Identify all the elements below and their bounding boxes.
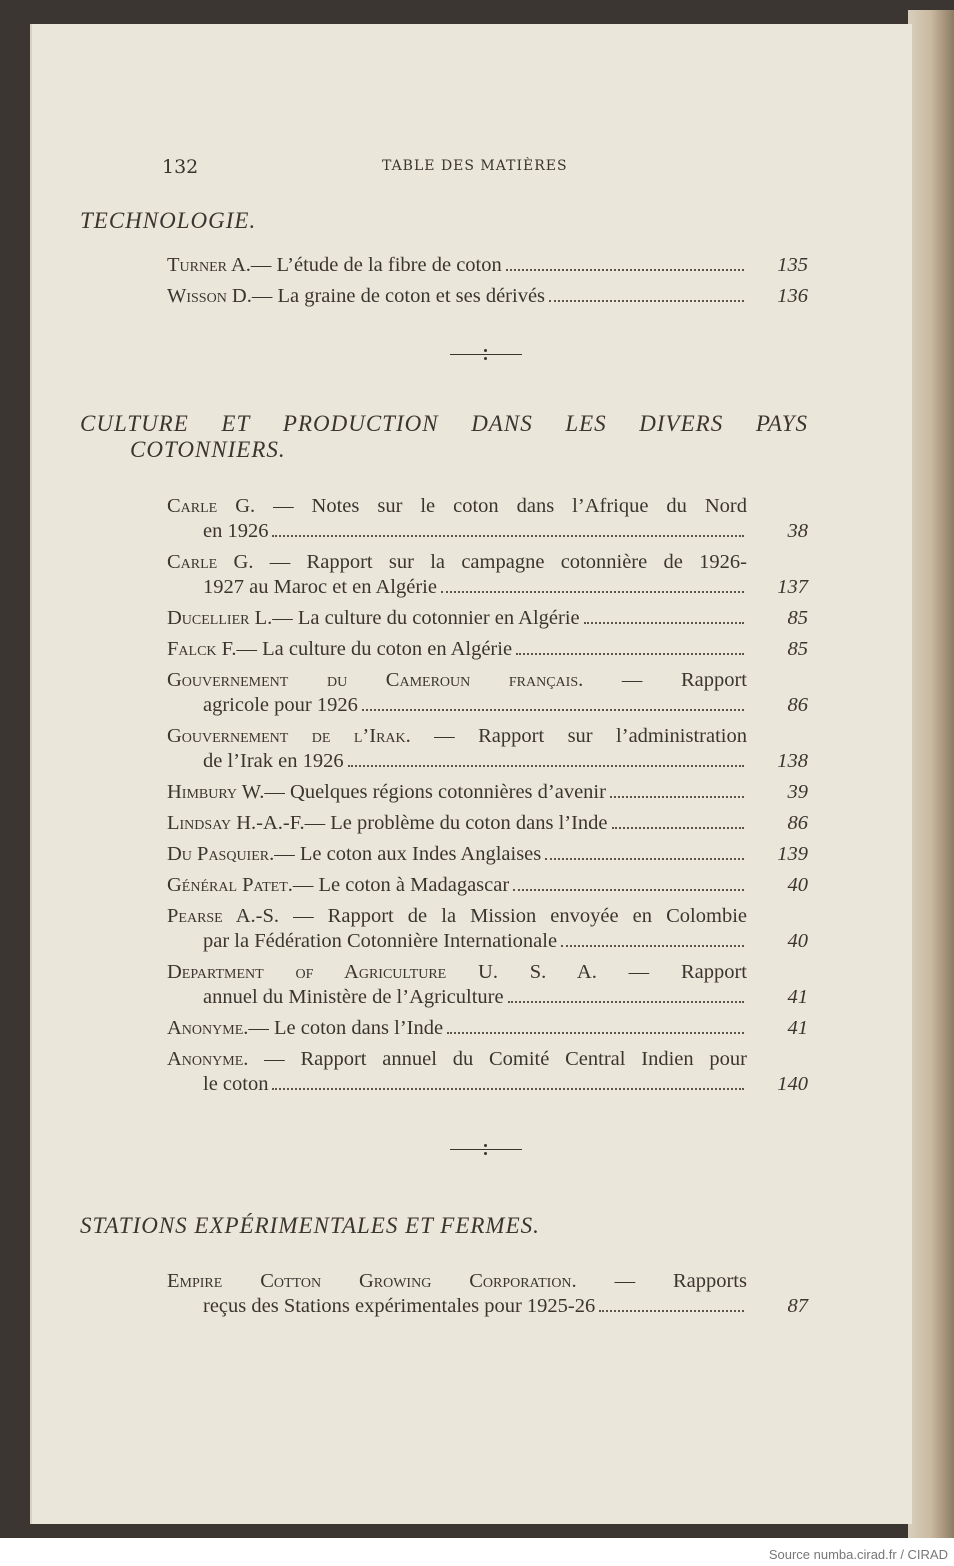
entry-line — [167, 638, 808, 663]
entry-author: Empire Cotton Growing Corporation. — [167, 1270, 577, 1292]
entry-author: Falck F. — [167, 638, 237, 660]
entry-line — [167, 607, 808, 632]
leader-dots — [599, 1310, 744, 1312]
toc-entry — [167, 669, 808, 719]
entry-author: Anonyme. — [167, 1017, 249, 1039]
leader-dots — [362, 709, 744, 711]
toc-entry — [167, 1270, 808, 1320]
entry-page: 138 — [777, 750, 808, 772]
entry-title-cont: agricole pour 1926 — [203, 694, 358, 716]
leader-dots — [513, 889, 744, 891]
entry-first-line — [167, 725, 747, 750]
entry-first-line — [167, 551, 747, 576]
heading-text: STATIONS EXPÉRIMENTALES ET FERMES. — [80, 1213, 540, 1238]
entry-title-cont: annuel du Ministère de l’Agriculture — [203, 986, 504, 1008]
entry-page: 139 — [777, 843, 808, 865]
entry-title: — Notes sur le coton dans l’Afrique du Nord — [255, 495, 748, 517]
entry-page: 39 — [787, 781, 808, 803]
entry-line — [167, 285, 808, 310]
section-divider — [450, 1149, 522, 1150]
toc-entry — [167, 1017, 808, 1042]
entry-author: Gouvernement de l’Irak. — [167, 725, 411, 747]
entry-author: Department of Agriculture U. S. A. — [167, 961, 597, 983]
entry-title: — La graine de coton et ses dérivés — [251, 285, 546, 307]
section-heading-culture — [80, 411, 808, 463]
entry-first-line — [167, 961, 747, 986]
entry-line — [167, 874, 808, 899]
toc-entry — [167, 495, 808, 545]
entry-page: 87 — [787, 1295, 808, 1317]
entry-title: — Le coton dans l’Inde — [248, 1017, 444, 1039]
entry-title-cont: 1927 au Maroc et en Algérie — [203, 576, 437, 598]
entry-author: Wisson D. — [167, 285, 252, 307]
entry-title-cont: de l’Irak en 1926 — [203, 750, 344, 772]
toc-entry — [167, 638, 808, 663]
entry-author: Carle G. — [167, 495, 256, 517]
entry-page: 85 — [787, 638, 808, 660]
entry-continuation — [167, 1295, 808, 1320]
entry-first-line — [167, 669, 747, 694]
heading-word: PAYS — [755, 411, 808, 436]
entry-page: 137 — [777, 576, 808, 598]
section-divider — [450, 354, 522, 355]
entry-author: Général Patet. — [167, 874, 293, 896]
source-credit: Source numba.cirad.fr / CIRAD — [768, 1547, 948, 1562]
leader-dots — [516, 653, 744, 655]
toc-entry — [167, 254, 808, 279]
entry-title: — Le coton à Madagascar — [292, 874, 510, 896]
entry-page: 40 — [787, 874, 808, 896]
entry-title: — Le coton aux Indes Anglaises — [274, 843, 542, 865]
entry-continuation — [167, 576, 808, 601]
entry-title: — Rapports — [576, 1270, 747, 1292]
entry-continuation — [167, 750, 808, 775]
entry-first-line — [167, 1270, 747, 1295]
entry-page: 41 — [787, 986, 808, 1008]
entry-title: — Le problème du coton dans l’Inde — [304, 812, 608, 834]
entry-page: 41 — [787, 1017, 808, 1039]
entry-author: Lindsay H.-A.-F. — [167, 812, 305, 834]
entry-title: — La culture du cotonnier en Algérie — [272, 607, 580, 629]
leader-dots — [272, 1088, 744, 1090]
entry-title: — La culture du coton en Algérie — [236, 638, 513, 660]
entry-author: Pearse A.-S. — [167, 905, 279, 927]
heading-word: LES — [565, 411, 607, 436]
entry-page: 38 — [787, 520, 808, 542]
entry-title: — Quelques régions cotonnières d’avenir — [264, 781, 606, 803]
toc-entry — [167, 961, 808, 1011]
entry-page: 86 — [787, 812, 808, 834]
entry-title: — Rapport sur la campagne cotonnière de 1926- — [253, 551, 747, 573]
entry-author: Himbury W. — [167, 781, 265, 803]
heading-text — [80, 411, 808, 437]
heading-word: PRODUCTION — [282, 411, 439, 436]
entry-title: — L’étude de la fibre de coton — [250, 254, 502, 276]
entry-title-cont: en 1926 — [203, 520, 269, 542]
leader-dots — [272, 535, 744, 537]
toc-entry — [167, 781, 808, 806]
entry-author: Carle G. — [167, 551, 254, 573]
toc-entry — [167, 725, 808, 775]
section-entries-stations — [167, 1270, 808, 1326]
leader-dots — [610, 796, 744, 798]
section-entries-technologie — [167, 254, 808, 316]
entry-page: 85 — [787, 607, 808, 629]
running-title: TABLE DES MATIÈRES — [382, 158, 568, 174]
entry-continuation — [167, 986, 808, 1011]
toc-entry — [167, 874, 808, 899]
entry-line — [167, 254, 808, 279]
entry-page: 86 — [787, 694, 808, 716]
entry-title-cont: par la Fédération Cotonnière Internationale — [203, 930, 558, 952]
entry-title-cont: le coton — [203, 1073, 269, 1095]
entry-page: 136 — [777, 285, 808, 307]
section-entries-culture — [167, 495, 808, 1104]
entry-author: Ducellier L. — [167, 607, 273, 629]
entry-line — [167, 781, 808, 806]
entry-first-line — [167, 495, 747, 520]
heading-text-line2: COTONNIERS. — [130, 437, 286, 462]
entry-author: Gouvernement du Cameroun français. — [167, 669, 584, 691]
entry-title: — Rapport sur l’administration — [410, 725, 747, 747]
toc-entry — [167, 905, 808, 955]
entry-title: — Rapport de la Mission envoyée en Colombie — [278, 905, 747, 927]
leader-dots — [561, 945, 744, 947]
entry-author: Anonyme. — [167, 1048, 249, 1070]
leader-dots — [441, 591, 744, 593]
entry-first-line — [167, 1048, 747, 1073]
entry-continuation — [167, 930, 808, 955]
toc-entry — [167, 285, 808, 310]
entry-title: — Rapport — [583, 669, 748, 691]
entry-title-cont: reçus des Stations expérimentales pour 1925-26 — [203, 1295, 596, 1317]
entry-page: 40 — [787, 930, 808, 952]
toc-entry — [167, 551, 808, 601]
section-heading-technologie — [80, 208, 256, 234]
leader-dots — [549, 300, 744, 302]
leader-dots — [545, 858, 744, 860]
heading-word: DIVERS — [639, 411, 724, 436]
leader-dots — [584, 622, 744, 624]
entry-continuation — [167, 1073, 808, 1098]
page-number: 132 — [162, 156, 199, 178]
toc-entry — [167, 1048, 808, 1098]
entry-title: — Rapport annuel du Comité Central Indien pour — [248, 1048, 747, 1070]
heading-word: CULTURE — [80, 411, 189, 436]
entry-author: Turner A. — [167, 254, 251, 276]
heading-word: DANS — [471, 411, 533, 436]
entry-page: 140 — [777, 1073, 808, 1095]
section-heading-stations — [80, 1213, 540, 1239]
toc-entry — [167, 843, 808, 868]
entry-title: — Rapport — [596, 961, 747, 983]
entry-first-line — [167, 905, 747, 930]
leader-dots — [506, 269, 744, 271]
entry-line — [167, 1017, 808, 1042]
leader-dots — [447, 1032, 744, 1034]
entry-line — [167, 843, 808, 868]
leader-dots — [612, 827, 744, 829]
heading-word: ET — [221, 411, 251, 436]
entry-continuation — [167, 520, 808, 545]
entry-continuation — [167, 694, 808, 719]
entry-line — [167, 812, 808, 837]
leader-dots — [508, 1001, 744, 1003]
heading-text: TECHNOLOGIE. — [80, 208, 257, 233]
leader-dots — [348, 765, 744, 767]
book-page-edge — [908, 10, 954, 1538]
toc-entry — [167, 607, 808, 632]
toc-entry — [167, 812, 808, 837]
entry-page: 135 — [777, 254, 808, 276]
entry-author: Du Pasquier. — [167, 843, 275, 865]
